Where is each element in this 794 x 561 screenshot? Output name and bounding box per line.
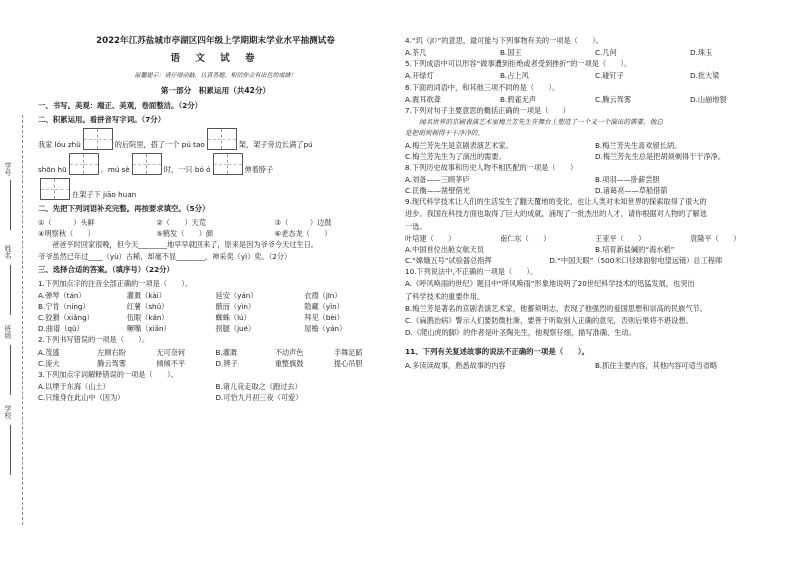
option[interactable]: C.狡猾（xiǎng） [38,313,94,323]
answer-grid[interactable] [132,153,162,175]
question-7: 7.下列对句子主要意思的概括正确的一项是（ ） [405,105,570,115]
option: 伍眼（kǎn） [126,313,169,323]
quote-text: 是把胡须剃得干干净净的。 [405,129,485,138]
option-row [38,392,393,403]
person-blank[interactable]: 王亚平（ ） [595,233,646,243]
option-row [38,323,393,334]
question-9-cont: 一选。 [405,221,427,231]
option[interactable]: D.可恰九月初三夜（可爱） [215,393,303,403]
section-1-heading: 一、书写。美观：端正、美观，卷面整洁。（2分） [38,101,203,111]
option[interactable]: D.珠玉 [690,48,713,58]
answer-grid[interactable] [83,128,113,150]
pinyin-text: 时，一只 bó ó [163,164,211,174]
option-row [38,358,393,369]
binding-field-student-id[interactable] [10,180,11,230]
fill-item[interactable]: ④明察秋（ ） [38,228,95,238]
question-3: 3.下列加点字词解释错误的一项是（ ）。 [38,369,178,379]
option: 衣襟（jīn） [304,290,342,300]
option: 左顾右盼 [97,347,126,357]
fill-row-1 [38,217,393,228]
question-8: 8.下列历史故事和历史人物不相匹配的一项是（ ） [405,162,578,172]
option: 隐藏（yǐn） [304,301,344,311]
option[interactable]: A.弹琴（tán） [38,290,86,300]
person-row [405,233,785,244]
option-cont: 了科学技术的重要作用。 [405,291,485,301]
answer-grid[interactable] [213,153,243,175]
option: 屋檐（yán） [304,324,347,334]
fill-item[interactable]: ①（ ）头鲜 [38,217,95,227]
option[interactable]: A.梅兰芳先生是京剧表演艺术家。 [405,140,513,150]
option-row [405,255,785,266]
option-row [405,244,785,255]
exam-title: 2022年江苏盐城市亭湖区四年级上学期期末学业水平抽测试卷 [96,36,335,46]
binding-label-school: 学校 [4,405,12,419]
option[interactable]: C.梅兰芳先生为了演出的需要。 [405,151,506,161]
option: D.“中国天眼”（500米口径球面射电望远镜）总工程师 [549,256,723,266]
option-row [405,360,785,371]
option[interactable]: C.庞大 [38,358,60,368]
option-row [38,381,393,392]
option[interactable]: C.几何 [595,48,617,58]
question-9-cont: 进步。我国在科技方面也取得了巨大的成就，涌现了一批杰出的人才，请你根据对人物的了解选 [405,209,707,219]
option[interactable]: B.抓住主要内容，其他内容可适当省略 [595,360,718,370]
fill-item[interactable]: ⑥老态龙（ ） [274,228,332,238]
option[interactable]: D.梅兰芳先生总是把胡须剃得干干净净。 [595,151,726,161]
option-row [38,312,393,323]
question-4: 4.“玑（jī）”的意思，最可能与下列事物有关的一项是（ ）。 [405,36,603,45]
option: 拜见（bèi） [304,313,344,323]
option[interactable]: D.《爬山虎的脚》的作者是叶圣陶先生，他观察仔细，描写准确、生动。 [405,328,636,338]
person-blank[interactable]: 袁隆平（ ） [690,233,741,243]
binding-strip [0,0,34,561]
option[interactable]: D.批大梁 [690,71,720,81]
section-2-heading: 二、积累运用。看拼音写字词。（7分） [38,114,166,124]
fill-item[interactable]: ③（ ）边鼓 [274,217,332,227]
option-row [405,185,785,196]
option: 灌溉（kài） [126,290,166,300]
question-5: 5.下列成语中可以形容“做事遭到拒绝或者受到挫折”的一项是（ ）。 [405,59,632,69]
option: B.培育新盐碱的“海水稻” [595,244,675,254]
fill-item[interactable]: ⑤鹤发（ ）颜 [156,228,214,238]
pinyin-text: 伸着脖子 [244,164,274,174]
fill-row-2 [38,228,393,239]
fill-item[interactable]: ②（ ）天荒 [156,217,206,227]
question-6: 6.下面的词语中，和其他三项不同的是（ ）。 [405,82,560,92]
option-row [38,347,393,358]
option: 腾云驾雾 [97,358,126,368]
pinyin-line-1 [38,128,393,150]
question-10: 10.下列说法中,不正确的一项是（ ）。 [405,267,538,277]
fill-sentence: 爸爸平时回家很晚，但今天________地早早就回来了，原来是因为爷爷今天过生日。 [52,239,318,249]
option-row [405,174,785,185]
answer-grid[interactable] [207,128,237,150]
right-column [405,35,785,371]
part-heading: 第一部分 积累运用（共42分） [160,86,271,96]
option[interactable]: B.梅兰芳先生喜欢留长胡。 [595,140,682,150]
answer-grid[interactable] [69,153,99,175]
option: C.“嫦娥五号”试验器总指挥 [405,256,492,266]
fill-sentence: 爷爷虽然已年过____（yù）古稀，却毫不显________，神采奕（yì）奕。（2分） [38,251,292,261]
option-row [38,301,393,312]
pinyin-line-3 [38,178,393,200]
option: 骸而（yìn） [215,301,256,311]
binding-label-name: 姓名 [4,245,12,259]
option[interactable]: A.茶几 [405,48,427,58]
binding-dashed-line [22,115,23,525]
pinyin-text: 在架子下 jiāo huan [72,189,137,199]
option[interactable]: C.腾云驾雾 [595,94,632,104]
pinyin-text: shōn hū [38,164,67,174]
option[interactable]: B.项羽——卧薪尝胆 [595,175,660,184]
option: A.中国首位出舱女航天员 [405,244,484,254]
option[interactable]: B.国王 [500,48,522,58]
option[interactable]: A.《呼风唤雨的世纪》题目中“呼风唤雨”形象地说明了20世纪科学技术的迅猛发展，也突出 [405,279,695,289]
question-1: 1.下列加点字的注音全部正确的一项是（ ）。 [38,278,193,288]
option[interactable]: A.开绿灯 [405,71,434,81]
option[interactable]: B.占上风 [500,71,529,81]
question-11: 11、下列有关复述故事的说法不正确的一项是（ ）。 [405,347,589,357]
option: 拐腿（jué） [215,324,256,334]
option: 重整旗鼓 [274,358,304,368]
pinyin-text: 的后院里，搭了一个 pú tao [114,139,205,149]
option[interactable]: D.曲谱（qǔ） [38,324,84,334]
option[interactable]: A.以堙于东海（山土） [38,382,110,391]
pinyin-line-2 [38,153,393,175]
option-row [405,151,785,162]
option-row [405,140,785,151]
option: 倾倾不平 [156,358,186,368]
option: 红薯（shǔ） [126,301,169,311]
option[interactable]: A.震耳欲聋 [405,94,441,104]
option[interactable]: C.只缘身在此山中（因为） [38,393,125,403]
binding-label-student-id: 学号 [4,162,12,176]
section-3-heading: 二、先把下列词语补充完整。再按要求填空。（5分） [38,204,210,214]
option-row [38,290,393,301]
option: 蜘蛛（lú） [215,313,251,323]
binding-field-class[interactable] [10,345,11,395]
option[interactable]: B.梅兰芳是著名的京剧表演艺术家，他蓄须明志，表现了他强烈的爱国思想和崇高的民族气节。 [405,303,707,313]
option-row [405,70,785,81]
left-column [38,35,393,403]
exam-tip: 温馨提示：请仔细动脑，认真答题，相信你会有出色的成绩！ [134,72,297,80]
option: 无可奈何 [156,347,186,357]
option[interactable]: C.《扁鹊治病》警示人们要防微杜渐，要善于听取别人正确的意见，否则后果将不堪设想。 [405,315,693,325]
binding-field-name[interactable] [10,265,11,315]
option[interactable]: C.匡衡——凿壁借光 [405,186,470,196]
quote-text: 闻名世界的京剧表演艺术家梅兰芳先生在舞台上塑造了一个又一个演出的需要，他总 [419,118,663,127]
answer-grid[interactable] [40,178,70,200]
option[interactable]: A.刘备——三顾茅庐 [405,175,470,184]
option: 提心吊胆 [333,358,363,368]
subject-title: 语 文 试 卷 [170,53,261,65]
section-4-heading: 三、选择合适的答案。（填序号）（22分） [38,265,174,275]
binding-field-school[interactable] [10,425,11,475]
option[interactable]: B.诸儿竞走取之（跑过去） [215,382,302,391]
option[interactable]: D.辨子 [215,358,238,368]
option[interactable]: D.山崩地裂 [690,94,727,104]
option: 噘嘴（xiān） [126,324,171,334]
question-9: 9.现代科学技术让人们的生活发生了翻天覆地的变化，也让人类对未知世界的探索取得了很大的 [405,197,707,207]
binding-label-class: 班级 [4,325,12,339]
question-2: 2.下列书写错误的一项是（ ）。 [38,335,150,345]
option[interactable]: D.诸葛亮——草船借箭 [595,186,668,196]
option[interactable]: C.碰钉子 [595,71,624,81]
option-row [405,94,785,105]
option[interactable]: B.宁肯（níng） [38,301,90,311]
pinyin-text: 我家 lóu zhǔ [38,139,81,149]
option[interactable]: B.灌溉 [215,347,238,357]
option: 延安（yán） [215,290,258,300]
option[interactable]: A.多读读故事，熟悉故事的内容 [405,360,506,370]
option-row [405,47,785,58]
pinyin-text: 架，架子旁边长满了pú [238,139,313,149]
person-blank[interactable]: 南仁东（ ） [500,233,551,243]
option: 不动声色 [274,347,304,357]
person-blank[interactable]: 叶培建（ ） [405,233,456,243]
option[interactable]: A.茂盛 [38,347,60,357]
pinyin-text: 。mú sè [100,164,130,174]
option[interactable]: B.鸦雀无声 [500,94,536,104]
option: 手舞足蹈 [333,347,363,357]
